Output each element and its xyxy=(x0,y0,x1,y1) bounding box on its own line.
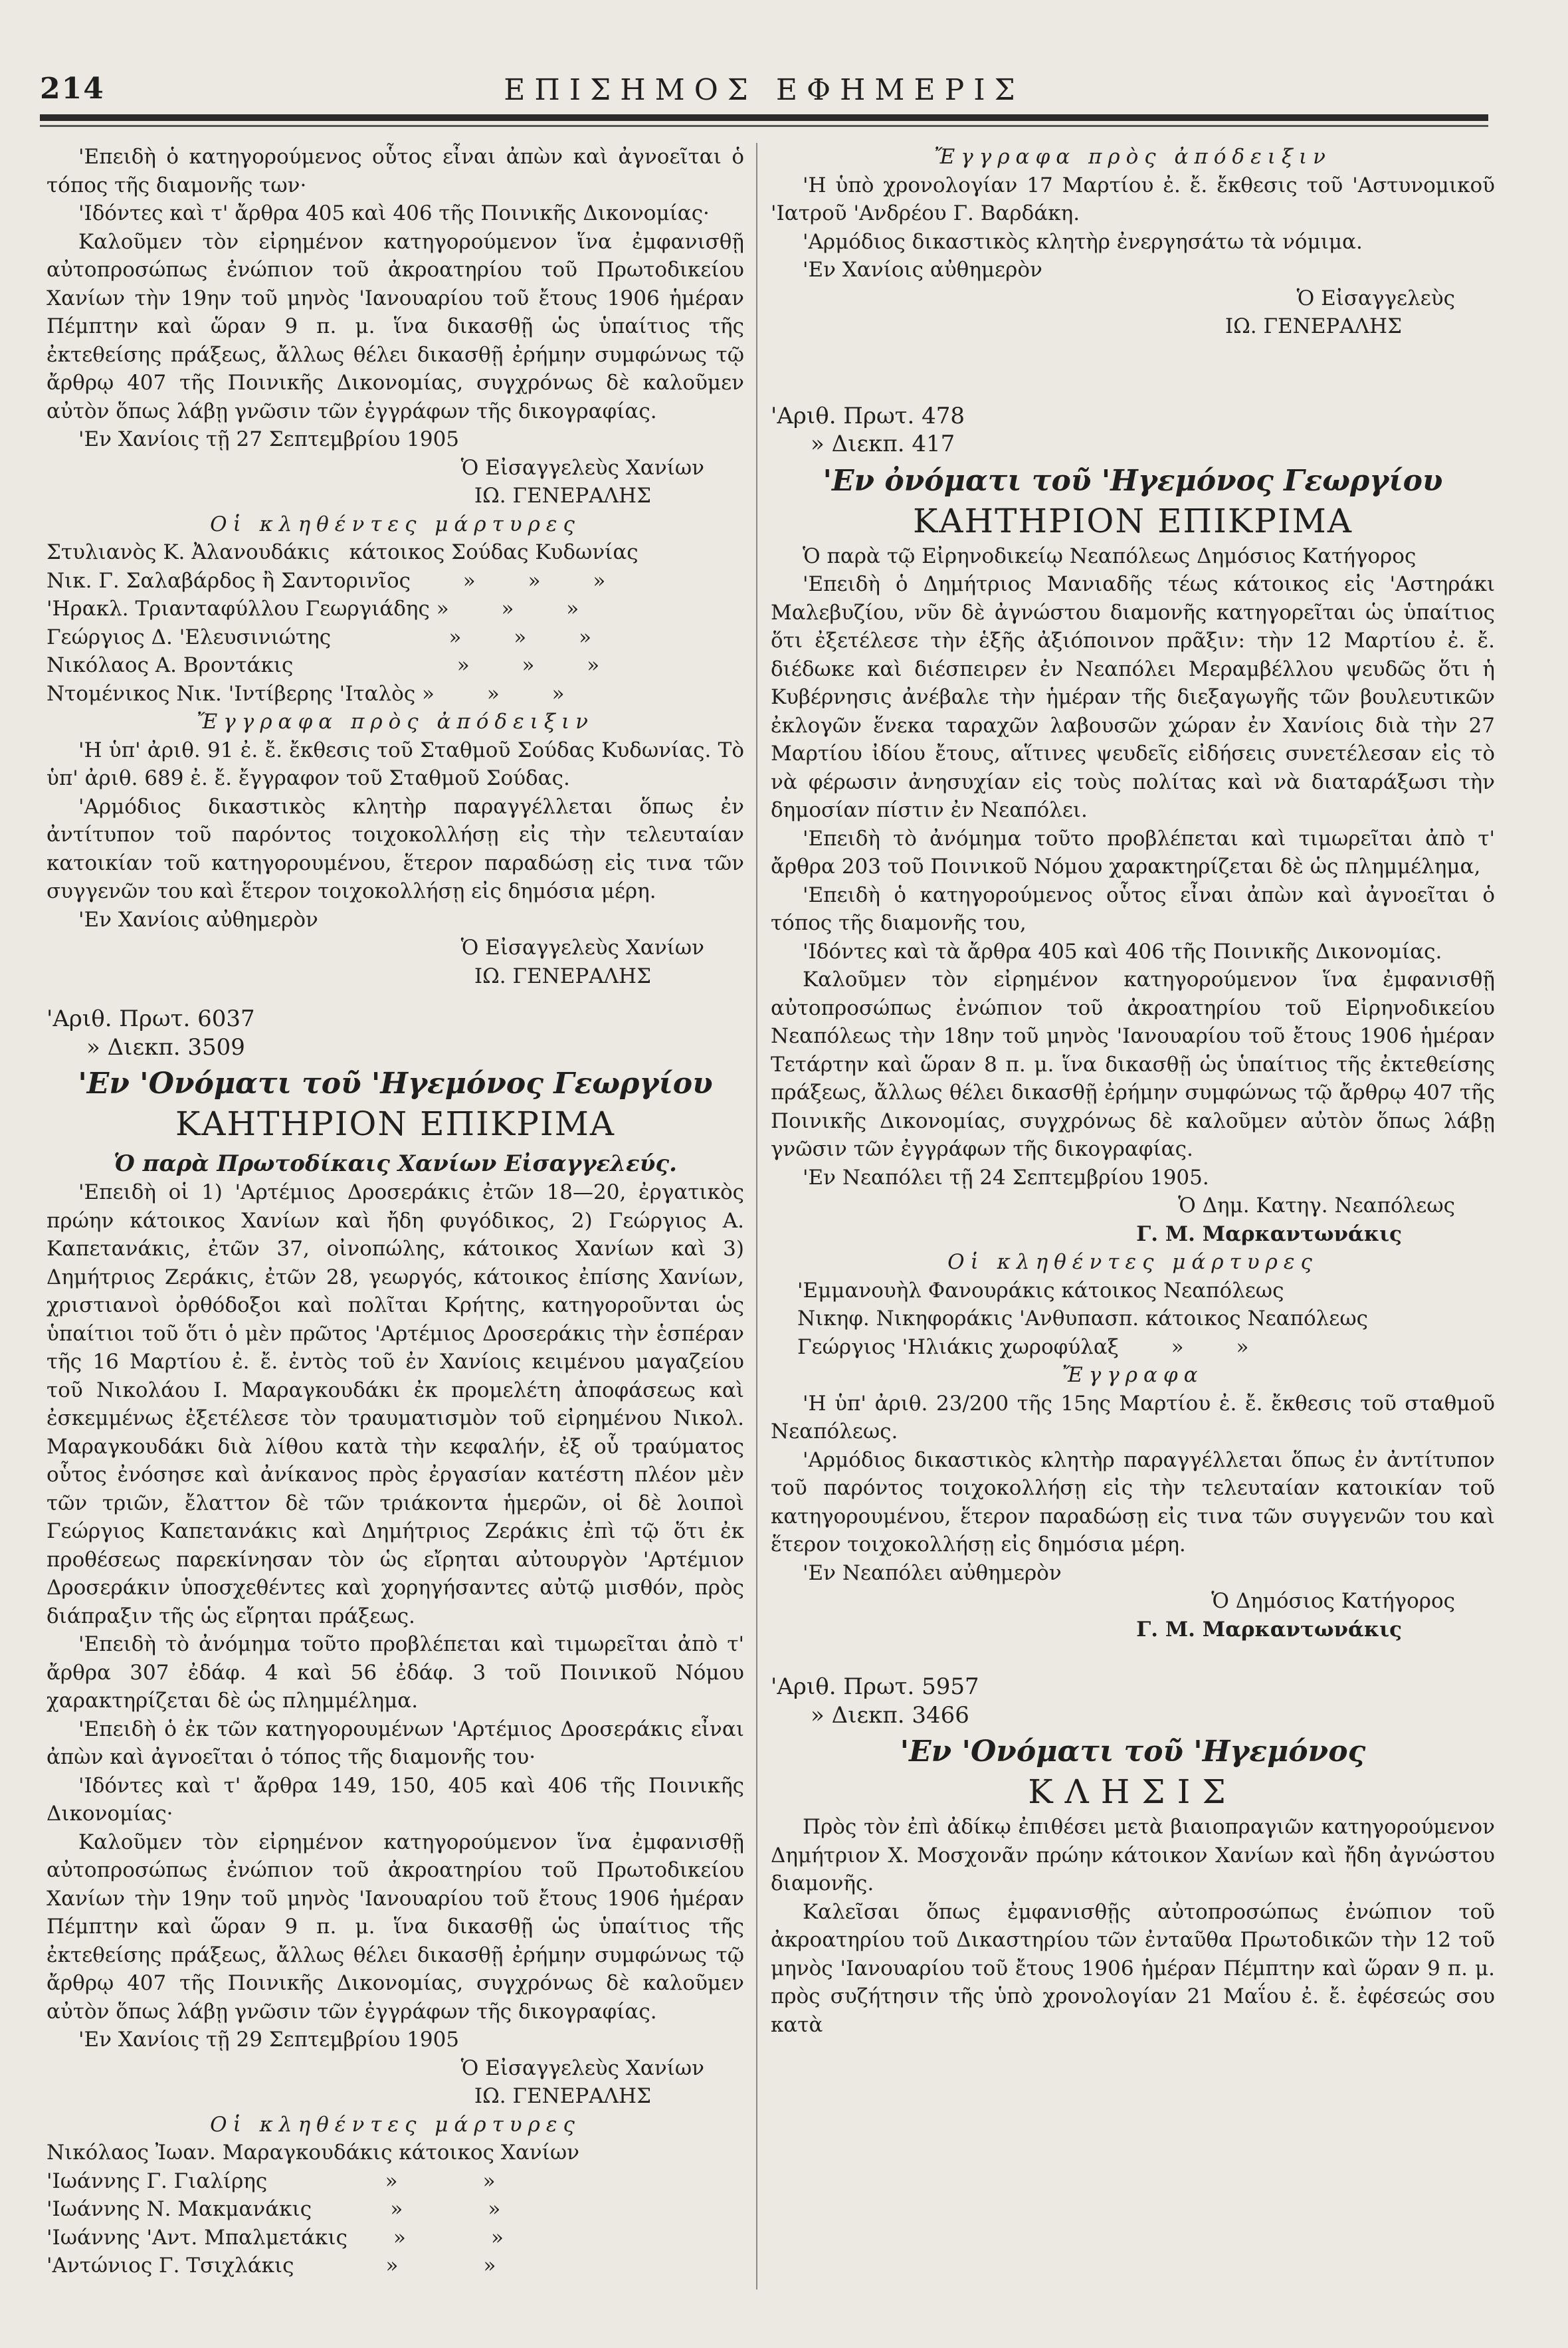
paragraph: 'Αρμόδιος δικαστικὸς κλητὴρ παραγγέλλεται ὅπως ἐν ἀντίτυπον τοῦ παρόντος τοιχοκολλήσῃ εἰς τὴν τελευταίαν κατοικίαν τοῦ κατηγορουμένου, ἕτερον παραδώσῃ εἰς τινα τῶν συγγενῶν του καὶ ἕτερον τοιχοκολλήσῃ εἰς δημόσια μέρη. xyxy=(47,794,744,903)
documents-heading: Ἔγγραφα πρὸς ἀπόδειξιν xyxy=(934,145,1331,169)
paragraph: 'Επειδὴ οἱ 1) 'Αρτέμιος Δροσεράκις ἐτῶν 18—20, ἐργατικὸς πρώην κάτοικος Χανίων καὶ ἤδη φυγόδικος, 2) Γεώργιος Α. Καπετανάκις, ἐτῶν 37, οἰνοπώλης, κάτοικος Χανίων καὶ 3) Δημήτριος Ζεράκις, ἐτῶν 28, γεωργός, κάτοικος ἐπίσης Χανίων, χριστιανοὶ ὀρθόδοξοι καὶ πολῖται Κρήτης, κατηγοροῦνται ὡς ὑπαίτιοι τοῦ ὅτι ὁ μὲν πρῶτος 'Αρτέμιος Δροσεράκις τὴν ἑσπέραν τῆς 16 Μαρτίου ἐ. ἔ. ἐντὸς τοῦ ἐν Χανίοις κειμένου μαγαζείου τοῦ Νικολάου Ι. Μαραγκουδάκι ἐκ προμελέτη ἀποφάσεως καὶ ἐσκεμμένως ἐξετέλεσε τὸν τραυματισμὸν τοῦ εἰρημένου Νικολ. Μαραγκουδάκι διὰ λίθου κατὰ τὴν κεφαλήν, ἐξ οὗ τραύματος οὗτος ἐνόσησε καὶ ἀνίκανος πρὸς ἐργασίαν κατέστη πλέον μὲν τῶν τριῶν, ἔλαττον δὲ τῶν τριάκοντα ἡμερῶν, οἱ δὲ λοιποὶ Γεώργιος Καπετανάκις καὶ Δημήτριος Ζεράκις ἐπὶ τῷ ὅτι ἐκ προθέσεως παρεκίνησαν τὸν ὡς εἴρηται αὐτουργὸν 'Αρτέμιον Δροσεράκιν ὑποσχεθέντες καὶ χορηγήσαντες αὐτῷ μισθόν, πρὸς διάπραξιν τῆς ὡς εἴρηται πράξεως. xyxy=(47,1180,744,1628)
signature-title: Ὁ Εἰσαγγελεὺς Χανίων xyxy=(460,455,704,480)
witness-line: Νικηφ. Νικηφοράκις 'Ανθυπασπ. κάτοικος Νεαπόλεως xyxy=(797,1307,1368,1331)
documents-heading: Ἔγγραφα πρὸς ἀπόδειξιν xyxy=(197,710,594,734)
notice-title: ΚΛΗΣΙΣ xyxy=(1028,1772,1238,1811)
notice-heading: 'Εν ὀνόματι τοῦ 'Ηγεμόνος Γεωργίου xyxy=(823,463,1443,498)
signature-title: Ὁ Εἰσαγγελεὺς Χανίων xyxy=(460,936,704,960)
paragraph: 'Ιδόντες καὶ τὰ ἄρθρα 405 καὶ 406 τῆς Ποινικῆς Δικονομίας. xyxy=(803,939,1442,964)
signature-name: ΙΩ. ΓΕΝΕΡΑΛΗΣ xyxy=(474,2084,651,2108)
witnesses-heading: Οἱ κληθέντες μάρτυρες xyxy=(947,1250,1318,1274)
paragraph: 'Επειδὴ ὁ Δημήτριος Μανιαδῆς τέως κάτοικος εἰς 'Αστηράκι Μαλεβυζίου, νῦν δὲ ἀγνώστου διαμονῆς κατηγορεῖται ὡς ὑπαίτιος ὅτι ἐξετέλεσε τὴν ἑξῆς ἀξιόποινον πρᾶξιν: τὴν 12 Μαρτίου ἐ. ἔ. διέδωκε καὶ διέσπειρεν ἐν Νεαπόλει Μεραμβέλλου ψευδῶς ὅτι ἡ Κυβέρνησις ἀνέβαλε τὴν ἡμέραν τῆς διεξαγωγῆς τῶν βουλευτικῶν ἐκλογῶν ἕνεκα ταραχῶν λαβουσῶν χώραν ἐν Χανίοις διὰ τὴν 27 Μαρτίου ἰδίου ἔτους, αἵτινες ψευδεῖς εἰδήσεις συνετέλεσαν εἰς τὸ νὰ φέρωσιν ἀνησυχίαν εἰς τοὺς πολίτας καὶ νὰ διαταράξωσι τὴν δημοσίαν πίστιν ἐν Νεαπόλει. xyxy=(771,572,1495,822)
paragraph: 'Αρμόδιος δικαστικὸς κλητὴρ ἐνεργησάτω τὰ νόμιμα. xyxy=(803,229,1363,254)
witness-line: Γεώργιος 'Ηλιάκις χωροφύλαξ » » xyxy=(797,1334,1249,1359)
notice-heading: 'Εν 'Ονόματι τοῦ 'Ηγεμόνος Γεωργίου xyxy=(78,1067,713,1101)
protocol-number: 'Αριθ. Πρωτ. 6037 xyxy=(47,1006,255,1032)
documents-list: 'Η ὑπὸ χρονολογίαν 17 Μαρτίου ἐ. ἔ. ἔκθεσις τοῦ 'Αστυνομικοῦ 'Ιατροῦ 'Ανδρέου Γ. Βαρδάκη. xyxy=(771,173,1495,225)
witness-line: Νικόλαος Α. Βροντάκις » » » xyxy=(47,653,600,677)
signature-name: ΙΩ. ΓΕΝΕΡΑΛΗΣ xyxy=(474,484,651,508)
paragraph: Καλεῖσαι ὅπως ἐμφανισθῇς αὐτοπροσώπως ἐνώπιον τοῦ ἀκροατηρίου τοῦ Δικαστηρίου τῶν ἐνταῦθα Πρωτοδικῶν τὴν 12 τοῦ μηνὸς 'Ιανουαρίου τοῦ ἔτους 1906 ἡμέραν Πέμπτην καὶ ὥραν 9 π. μ. πρὸς συζήτησιν τῆς ὑπὸ χρονολογίαν 21 Μαΐου ἐ. ἔ. ἐφέσεώς σου κατὰ xyxy=(771,1899,1495,2037)
right-column xyxy=(771,143,1495,2039)
date-line: 'Εν Χανίοις τῇ 29 Σεπτεμβρίου 1905 xyxy=(78,2028,460,2052)
documents-heading: Ἔγγραφα xyxy=(1062,1363,1204,1387)
paragraph: 'Επειδὴ ὁ κατηγορούμενος οὗτος εἶναι ἀπὼν καὶ ἀγνοεῖται ὁ τόπος τῆς διαμονῆς του, xyxy=(771,883,1495,935)
notice-subtitle: Ὁ παρὰ Πρωτοδίκαις Χανίων Εἰσαγγελεύς. xyxy=(114,1150,677,1177)
signature-name: ΙΩ. ΓΕΝΕΡΑΛΗΣ xyxy=(474,964,651,988)
paragraph: Καλοῦμεν τὸν εἰρημένον κατηγορούμενον ἵνα ἐμφανισθῇ αὐτοπροσώπως ἐνώπιον τοῦ ἀκροατηρίου τοῦ Πρωτοδικείου Χανίων τὴν 19ην τοῦ μηνὸς 'Ιανουαρίου τοῦ ἔτους 1906 ἡμέραν Πέμπτην καὶ ὥραν 9 π. μ. ἵνα δικασθῇ ὡς ὑπαίτιος τῆς ἐκτεθείσης πράξεως, ἄλλως θέλει δικασθῇ ἐρήμην συμφώνως τῷ ἄρθρῳ 407 τῆς Ποινικῆς Δικονομίας, συγχρόνως δὲ καλοῦμεν αὐτὸν ὅπως λάβῃ γνῶσιν τῶν ἐγγράφων τῆς δικογραφίας. xyxy=(47,229,744,423)
notice-title: ΚΑΗΤΗΡΙΟΝ ΕΠΙΚΡΙΜΑ xyxy=(913,501,1353,540)
newspaper-title: ΕΠΙΣΗΜΟΣ ΕΦΗΜΕΡΙΣ xyxy=(504,73,1025,107)
dispatch-number: » Διεκπ. 3466 xyxy=(811,1701,969,1729)
witness-line: Ντομένικος Νικ. 'Ιντίβερης 'Ιταλὸς » » » xyxy=(47,681,565,706)
paragraph: Πρὸς τὸν ἐπὶ ἀδίκῳ ἐπιθέσει μετὰ βιαιοπραγιῶν κατηγορούμενον Δημήτριον Χ. Μοσχονᾶν πρώην κάτοικον Χανίων καὶ ἤδη ἀγνώστου διαμονῆς. xyxy=(771,1815,1495,1895)
witness-line: Γεώργιος Δ. 'Ελευσινιώτης » » » xyxy=(47,625,592,649)
signature-title: Ὁ Δημόσιος Κατήγορος xyxy=(1211,1589,1455,1613)
date-line: 'Εν Χανίοις αὐθημερὸν xyxy=(78,907,318,932)
dispatch-number: » Διεκπ. 417 xyxy=(811,431,955,457)
witness-line: 'Ιωάννης 'Αντ. Μπαλμετάκις » » xyxy=(47,2225,504,2250)
page-number: 214 xyxy=(40,72,105,106)
paragraph: 'Επειδὴ ὁ κατηγορούμενος οὗτος εἶναι ἀπὼν καὶ ἀγνοεῖται ὁ τόπος τῆς διαμονῆς των· xyxy=(47,145,744,197)
witness-line: 'Εμμανουὴλ Φανουράκις κάτοικος Νεαπόλεως xyxy=(797,1278,1284,1303)
paragraph: 'Ιδόντες καὶ τ' ἄρθρα 405 καὶ 406 τῆς Ποινικῆς Δικονομίας· xyxy=(78,201,710,225)
paragraph: 'Επειδὴ τὸ ἀνόμημα τοῦτο προβλέπεται καὶ τιμωρεῖται ἀπὸ τ' ἄρθρα 203 τοῦ Ποινικοῦ Νόμου χαρακτηρίζεται δὲ ὡς πλημμέλημα, xyxy=(771,826,1495,879)
signature-name: ΙΩ. ΓΕΝΕΡΑΛΗΣ xyxy=(1225,314,1402,338)
header-rule-thin xyxy=(40,125,1488,127)
witnesses-heading: Οἱ κληθέντες μάρτυρες xyxy=(210,2112,581,2137)
documents-list: 'Η ὑπ' ἀριθ. 91 ἐ. ἔ. ἔκθεσις τοῦ Σταθμοῦ Σούδας Κυδωνίας. Τὸ ὑπ' ἀριθ. 689 ἐ. ἔ. ἔγγραφον τοῦ Σταθμοῦ Σούδας. xyxy=(47,738,744,790)
paragraph: 'Επειδὴ τὸ ἀνόμημα τοῦτο προβλέπεται καὶ τιμωρεῖται ἀπὸ τ' ἄρθρα 307 ἐδάφ. 4 καὶ 56 ἐδάφ. 3 τοῦ Ποινικοῦ Νόμου χαρακτηρίζεται δὲ ὡς πλημμέλημα. xyxy=(47,1632,744,1713)
column-divider xyxy=(756,143,757,2290)
notice-title: ΚΑΗΤΗΡΙΟΝ ΕΠΙΚΡΙΜΑ xyxy=(175,1105,615,1143)
witness-line: 'Ιωάννης Ν. Μακμανάκις » » xyxy=(47,2197,501,2221)
protocol-number: 'Αριθ. Πρωτ. 478 xyxy=(771,402,965,429)
notice-heading: 'Εν 'Ονόματι τοῦ 'Ηγεμόνος xyxy=(900,1735,1366,1768)
paragraph: Καλοῦμεν τὸν εἰρημένον κατηγορούμενον ἵνα ἐμφανισθῇ αὐτοπροσώπως ἐνώπιον τοῦ ἀκροατηρίου τοῦ Πρωτοδικείου Χανίων τὴν 19ην τοῦ μηνὸς 'Ιανουαρίου τοῦ ἔτους 1906 ἡμέραν Πέμπτην καὶ ὥραν 9 π. μ. ἵνα δικασθῇ ὡς ὑπαίτιος τῆς ἐκτεθείσης πράξεως, ἄλλως θέλει δικασθῇ ἐρήμην συμφώνως τῷ ἄρθρῳ 407 τῆς Ποινικῆς Δικονομίας, συγχρόνως δὲ καλοῦμεν αὐτὸν ὅπως λάβῃ γνῶσιν τῶν ἐγγράφων τῆς δικογραφίας. xyxy=(47,1830,744,2024)
paragraph: 'Αρμόδιος δικαστικὸς κλητὴρ παραγγέλλεται ὅπως ἐν ἀντίτυπον τοῦ παρόντος τοιχοκολλήσῃ εἰς τὴν τελευταίαν κατοικίαν τοῦ κατηγορουμένου, ἕτερον παραδώσῃ εἰς τινα τῶν συγγενῶν του καὶ ἕτερον τοιχοκολλήσῃ εἰς δημόσια μέρη. xyxy=(771,1447,1495,1556)
dispatch-number: » Διεκπ. 3509 xyxy=(86,1033,245,1061)
paragraph: 'Ιδόντες καὶ τ' ἄρθρα 149, 150, 405 καὶ 406 τῆς Ποινικῆς Δικονομίας· xyxy=(47,1773,744,1826)
left-column xyxy=(47,143,744,2280)
date-line: 'Εν Νεαπόλει τῇ 24 Σεπτεμβρίου 1905. xyxy=(803,1165,1209,1190)
witness-line: Νικόλαος Ἰωαν. Μαραγκουδάκις κάτοικος Χανίων xyxy=(47,2141,579,2165)
signature-title: Ὁ Εἰσαγγελεὺς xyxy=(1296,286,1455,310)
witness-line: 'Αντώνιος Γ. Τσιχλάκις » » xyxy=(47,2254,496,2278)
signature-name: Γ. Μ. Μαρκαντωνάκις xyxy=(1136,1617,1402,1642)
header-rule xyxy=(40,114,1488,121)
witness-line: Στυλιανὸς Κ. Ἀλανουδάκις κάτοικος Σούδας Κυδωνίας xyxy=(47,540,638,564)
documents-list: 'Η ὑπ' ἀριθ. 23/200 τῆς 15ης Μαρτίου ἐ. ἔ. ἔκθεσις τοῦ σταθμοῦ Νεαπόλεως. xyxy=(771,1391,1495,1443)
protocol-number: 'Αριθ. Πρωτ. 5957 xyxy=(771,1673,979,1700)
notice-subtitle: Ὁ παρὰ τῷ Εἰρηνοδικείῳ Νεαπόλεως Δημόσιος Κατήγορος xyxy=(803,544,1417,568)
date-line: 'Εν Χανίοις τῇ 27 Σεπτεμβρίου 1905 xyxy=(78,427,460,451)
page-header xyxy=(40,72,1488,114)
signature-title: Ὁ Δημ. Κατηγ. Νεαπόλεως xyxy=(1178,1194,1455,1218)
witness-line: 'Ηρακλ. Τριανταφύλλου Γεωργιάδης » » » xyxy=(47,597,579,621)
witnesses-heading: Οἱ κληθέντες μάρτυρες xyxy=(210,512,581,536)
paragraph: 'Επειδὴ ὁ ἐκ τῶν κατηγορουμένων 'Αρτέμιος Δροσεράκις εἶναι ἀπὼν καὶ ἀγνοεῖται ὁ τόπος τῆς διαμονῆς του· xyxy=(47,1717,744,1769)
signature-name: Γ. Μ. Μαρκαντωνάκις xyxy=(1136,1222,1402,1246)
paragraph: Καλοῦμεν τὸν εἰρημένον κατηγορούμενον ἵνα ἐμφανισθῇ αὐτοπροσώπως ἐνώπιον τοῦ ἀκροατηρίου τοῦ Εἰρηνοδικείου Νεαπόλεως τὴν 18ην τοῦ μηνὸς 'Ιανουαρίου τοῦ ἔτους 1906 ἡμέραν Τετάρτην καὶ ὥραν 8 π. μ. ἵνα δικασθῇ ὡς ὑπαίτιος τῆς ἐκτεθείσης πράξεως, ἄλλως θέλει δικασθῇ ἐρήμην συμφώνως τῷ ἄρθρῳ 407 τῆς Ποινικῆς Δικονομίας, συγχρόνως δὲ καλοῦμεν αὐτὸν ὅπως λάβῃ γνῶσιν τῶν ἐγγράφων τῆς δικογραφίας. xyxy=(771,968,1495,1161)
date-line: 'Εν Χανίοις αὐθημερὸν xyxy=(803,258,1042,282)
date-line: 'Εν Νεαπόλει αὐθημερὸν xyxy=(803,1560,1062,1585)
witness-line: 'Ιωάννης Γ. Γιαλίρης » » xyxy=(47,2169,496,2193)
witness-line: Νικ. Γ. Σαλαβάρδος ἢ Σαντορινῖος » » » xyxy=(47,568,606,593)
signature-title: Ὁ Εἰσαγγελεὺς Χανίων xyxy=(460,2056,704,2080)
